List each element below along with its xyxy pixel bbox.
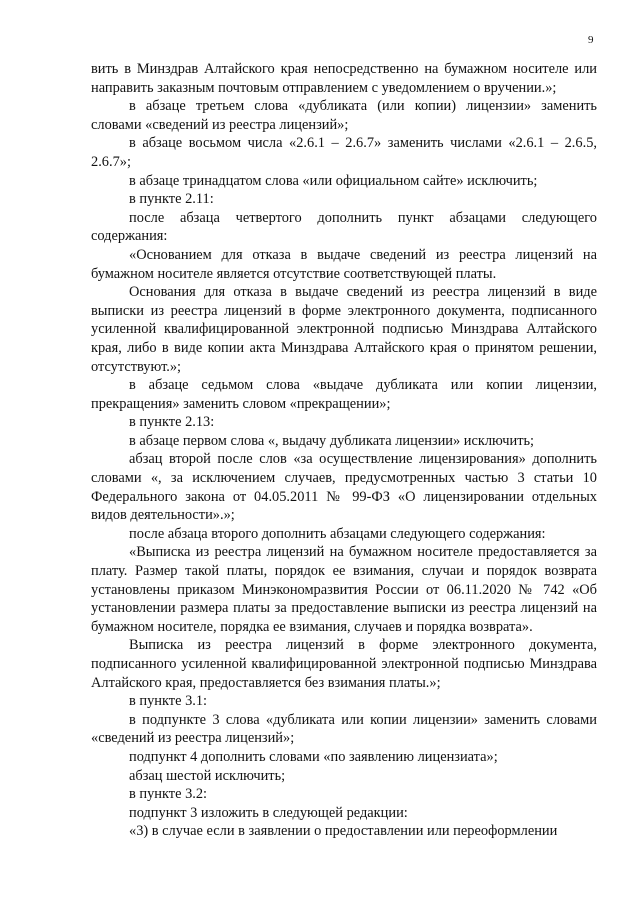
- paragraph: в пункте 3.1:: [129, 693, 208, 710]
- paragraph: после абзаца второго дополнить абзацами следующего содержания:: [129, 525, 546, 542]
- paragraph: Выписка из реестра лицензий в форме электронного документа, подписанного усиленной квалифицированной электронной подписью Минздрава Алтайского края, предоставляется без взимания платы.»;: [91, 637, 597, 691]
- paragraph: после абзаца четвертого дополнить пункт абзацами следующего содержания:: [91, 209, 597, 245]
- paragraph: в пункте 2.11:: [129, 191, 214, 208]
- paragraph: абзац второй после слов «за осуществление лицензирования» дополнить словами «, за исключением случаев, предусмотренных частью 3 статьи 10 Федерального закона от 04.05.2011 № 99-ФЗ «О лицензировании отдельных видов деятельности».»;: [91, 451, 597, 524]
- paragraph: «Основанием для отказа в выдаче сведений из реестра лицензий на бумажном носителе является отсутствие соответствующей платы.: [91, 246, 597, 282]
- paragraph: «Выписка из реестра лицензий на бумажном носителе предоставляется за плату. Размер такой платы, порядок ее взимания, случаи и порядок возврата установлены приказом Минэкономразвития России от 06.11.2020 № 742 «Об установлении размера платы за предоставление выписки из реестра лицензий на бумажном носителе, порядка ее взимания, случаев и порядка возврата».: [91, 544, 597, 635]
- document-body: [91, 60, 597, 841]
- paragraph: подпункт 3 изложить в следующей редакции:: [129, 804, 408, 821]
- paragraph: в абзаце тринадцатом слова «или официальном сайте» исключить;: [129, 172, 538, 189]
- paragraph: в абзаце седьмом слова «выдаче дубликата или копии лицензии, прекращения» заменить словом «прекращении»;: [91, 377, 597, 412]
- paragraph: в пункте 2.13:: [129, 414, 215, 431]
- paragraph: вить в Минздрав Алтайского края непосредственно на бумажном носителе или направить заказным почтовым отправлением с уведомлением о вручении.»;: [91, 61, 597, 96]
- paragraph: в абзаце третьем слова «дубликата (или копии) лицензии» заменить словами «сведений из реестра лицензий»;: [91, 98, 597, 133]
- paragraph: абзац шестой исключить;: [129, 767, 286, 784]
- paragraph: Основания для отказа в выдаче сведений из реестра лицензий в виде выписки из реестра лицензий в форме электронного документа, подписанного усиленной квалифицированной электронной подписью Минздрава Алтайского края, либо в виде копии акта Минздрава Алтайского края о принятом решении, отсутствуют.»;: [91, 284, 597, 375]
- paragraph: в абзаце восьмом числа «2.6.1 – 2.6.7» заменить числами «2.6.1 – 2.6.5, 2.6.7»;: [91, 135, 597, 170]
- paragraph: подпункт 4 дополнить словами «по заявлению лицензиата»;: [129, 748, 498, 765]
- paragraph: «3) в случае если в заявлении о предоставлении или переоформлении: [129, 823, 558, 840]
- paragraph: в подпункте 3 слова «дубликата или копии лицензии» заменить словами «сведений из реестра лицензий»;: [91, 711, 597, 747]
- paragraph: в абзаце первом слова «, выдачу дубликата лицензии» исключить;: [129, 432, 535, 449]
- paragraph: в пункте 3.2:: [129, 786, 208, 803]
- page-number: 9: [588, 34, 594, 46]
